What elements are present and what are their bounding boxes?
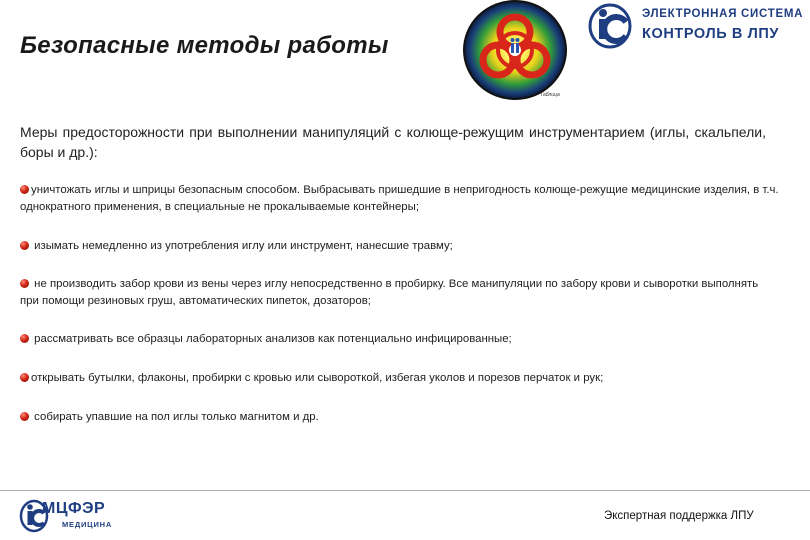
- list-item: собирать упавшие на пол иглы только магнитом и др.: [20, 409, 780, 426]
- brand-line1: ЭЛЕКТРОННАЯ СИСТЕМА: [642, 8, 804, 20]
- bullet-icon: [20, 373, 29, 382]
- list-item: изымать немедленно из употребления иглу или инструмент, нанесшие травму;: [20, 238, 780, 255]
- footer-divider: [0, 490, 810, 491]
- bullet-icon: [20, 241, 29, 250]
- footer-sub: МЕДИЦИНА: [62, 520, 113, 529]
- bullet-icon: [20, 279, 29, 288]
- brand-header: [584, 0, 810, 52]
- ic-logo-icon: [586, 2, 638, 50]
- brand-line2: КОНТРОЛЬ В ЛПУ: [642, 26, 779, 42]
- footer-brand: МЦФЭР: [42, 500, 106, 517]
- biohazard-icon: [462, 0, 568, 100]
- list-item: не производить забор крови из вены через иглу непосредственно в пробирку. Все манипуляции по забору крови и сыворотки выполнять при помощи резиновых груш, автоматических пипеток, дозаторов;: [20, 278, 759, 307]
- bullet-icon: [20, 185, 29, 194]
- footer-tagline: Экспертная поддержка ЛПУ: [604, 510, 754, 522]
- intro-text: Меры предосторожности при выполнении манипуляций с колюще-режущим инструментарием (иглы, скальпели, боры и др.):: [20, 124, 766, 160]
- list-item: открывать бутылки, флаконы, пробирки с кровью или сывороткой, избегая уколов и порезов перчаток и рук;: [20, 370, 780, 387]
- list-item: уничтожать иглы и шприцы безопасным способом. Выбрасывать пришедшие в непригодность колюще-режущие медицинские изделия, в т.ч. однократного применения, в специальные не прокалываемые контейнеры;: [20, 184, 779, 213]
- hazard-caption: Таблица: [540, 92, 560, 98]
- bullet-icon: [20, 412, 29, 421]
- page-title: Безопасные методы работы: [20, 32, 389, 59]
- bullet-icon: [20, 334, 29, 343]
- list-item: рассматривать все образцы лабораторных анализов как потенциально инфицированные;: [20, 331, 780, 348]
